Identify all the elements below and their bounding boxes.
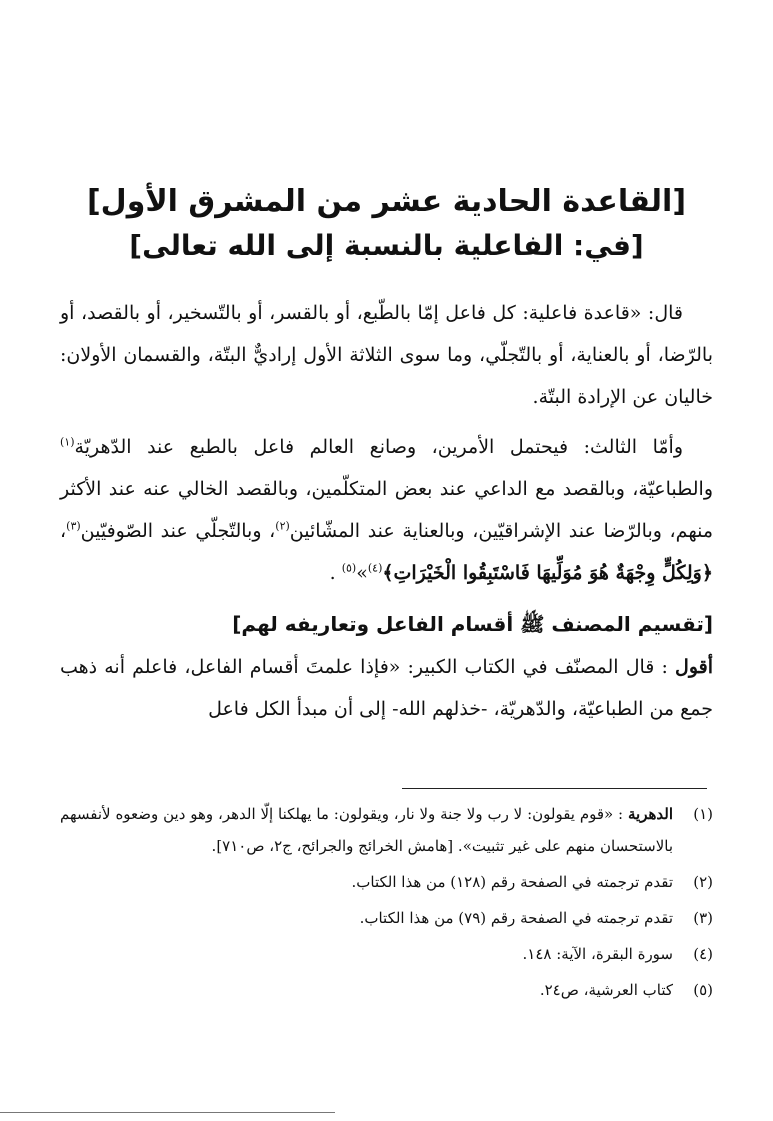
- footnote-text: تقدم ترجمته في الصفحة رقم (١٢٨) من هذا الكتاب.: [351, 873, 673, 891]
- footnote-ref-1[interactable]: (١): [60, 435, 75, 449]
- lead-word: أقول: [675, 656, 714, 678]
- footnote-text: سورة البقرة، الآية: ١٤٨.: [522, 945, 673, 963]
- paragraph-part: ، وبالتّجلّي عند الصّوفيّين: [80, 520, 276, 542]
- footnote-number: (١): [693, 805, 713, 823]
- footnote-text: : «قوم يقولون: لا رب ولا جنة ولا نار، ويقولون: ما يهلكنا إلّا الدهر، وهو دين وضعوه لأنفسهم بالاستحسان منهم على غير تثبيت». [هامش الخرائج والجرائح، ج٢، ص٧١٠].: [60, 805, 673, 855]
- comment-text: : قال المصنّف في الكتاب الكبير: «فإذا علمتَ أقسام الفاعل، فاعلم أنه ذهب جمع من الطباعيّة، والدّهريّة، -خذلهم الله- إلى أن مبدأ الكل فاعل: [60, 656, 713, 720]
- quote-close: »: [356, 562, 368, 584]
- chapter-title-block: [60, 180, 713, 268]
- footnote-1: [60, 798, 713, 862]
- footnote-number: (٥): [693, 981, 713, 999]
- footnote-ref-4[interactable]: (٤): [367, 561, 383, 575]
- paragraph-author-comment: [60, 646, 713, 730]
- main-text: [60, 292, 713, 738]
- footnotes: [60, 798, 713, 1010]
- chapter-title: [القاعدة الحادية عشر من المشرق الأول]: [86, 184, 687, 219]
- paragraph-rule: قال: «قاعدة فاعلية: كل فاعل إمّا بالطّبع، أو بالقسر، أو بالتّسخير، أو بالقصد، أو بالرّضا، أو بالعناية، أو بالتّجلّي، وما سوى الثلاثة الأول إراديٌّ البتّة، والقسمان الأولان: خاليان عن الإرادة البتّة.: [60, 302, 713, 408]
- footnote-ref-2[interactable]: (٢): [275, 519, 290, 533]
- page-bottom-rule: [0, 1112, 335, 1113]
- paragraph-part: ،: [60, 520, 67, 542]
- section-heading: [تقسيم المصنف ﷺ أقسام الفاعل وتعاريفه لهم]: [232, 612, 713, 636]
- paragraph-third-case: [60, 426, 713, 594]
- footnote-divider: [402, 788, 707, 789]
- footnote-number: (٤): [693, 945, 713, 963]
- footnote-4: [60, 938, 713, 970]
- footnote-5: [60, 974, 713, 1006]
- footnote-text: كتاب العرشية، ص٢٤.: [539, 981, 673, 999]
- chapter-subtitle: [في: الفاعلية بالنسبة إلى الله تعالى]: [129, 229, 644, 262]
- footnote-3: [60, 902, 713, 934]
- quran-verse: ﴿وَلِكُلٍّ وِجْهَةٌ هُوَ مُوَلِّيهَا فَاسْتَبِقُوا الْخَيْرَاتِ﴾: [382, 562, 713, 584]
- footnote-term: الدهرية: [627, 805, 673, 823]
- footnote-2: [60, 866, 713, 898]
- footnote-text: تقدم ترجمته في الصفحة رقم (٧٩) من هذا الكتاب.: [359, 909, 673, 927]
- paragraph-end: .: [329, 562, 342, 584]
- footnote-ref-5[interactable]: (٥): [341, 561, 357, 575]
- footnote-number: (٢): [693, 873, 713, 891]
- footnote-ref-3[interactable]: (٣): [66, 519, 81, 533]
- footnote-number: (٣): [693, 909, 713, 927]
- paragraph-part: والطباعيّة، وبالقصد مع الداعي عند بعض المتكلّمين، وبالقصد الخالي عنه عند الأكثر منهم، وبالرّضا عند الإشراقيّين، وبالعناية عند المشّائين: [60, 478, 713, 542]
- paragraph-part: وأمّا الثالث: فيحتمل الأمرين، وصانع العالم فاعل بالطبع عند الدّهريّة: [74, 436, 683, 458]
